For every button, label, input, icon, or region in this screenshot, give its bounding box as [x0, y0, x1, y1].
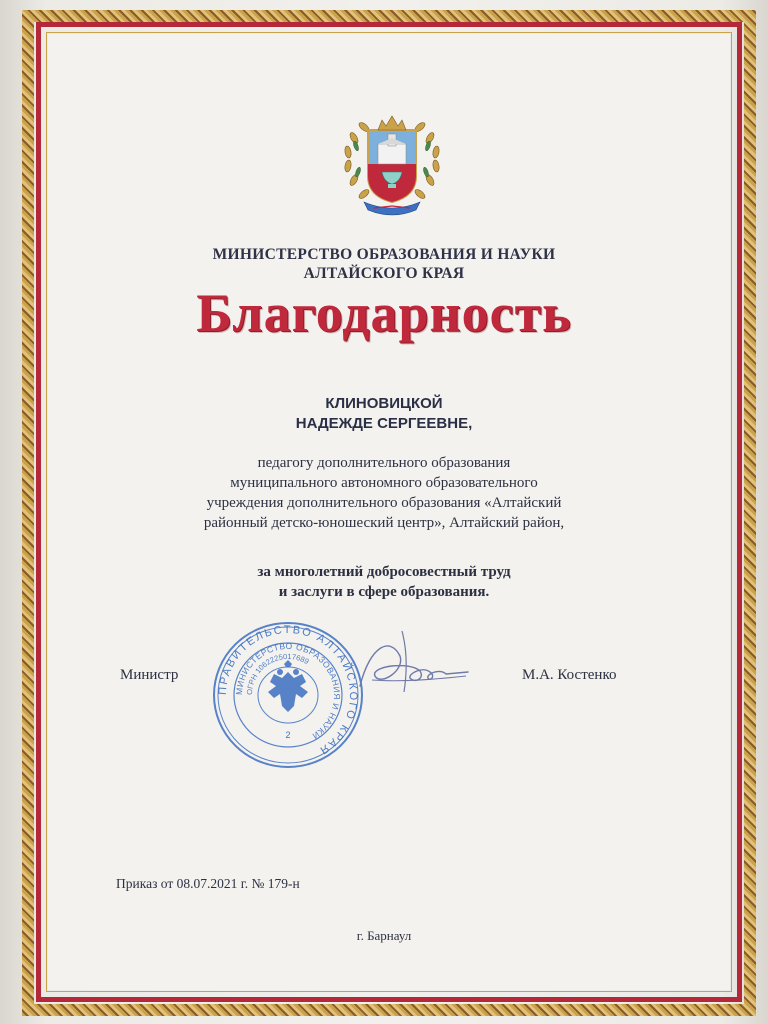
- seal-number: 2: [285, 730, 291, 740]
- reason-line-2: и заслуги в сфере образования.: [278, 584, 490, 600]
- ministry-line-1: МИНИСТЕРСТВО ОБРАЗОВАНИЯ И НАУКИ: [212, 246, 556, 263]
- ministry-header: [0, 245, 768, 283]
- recipient-surname: КЛИНОВИЦКОЙ: [325, 395, 443, 412]
- recipient-name: [0, 394, 768, 434]
- signer-role: Министр: [120, 667, 179, 683]
- position-line-4: районный детско-юношеский центр», Алтайский район,: [203, 515, 565, 531]
- eagle-icon: [268, 660, 308, 712]
- issue-city: г. Барнаул: [356, 928, 412, 943]
- order-reference: Приказ от 08.07.2021 г. № 179-н: [116, 876, 300, 891]
- certificate-title: Благодарность: [196, 283, 572, 343]
- altai-coat-of-arms-icon: [334, 110, 450, 222]
- handwritten-signature: [350, 626, 470, 706]
- award-reason: [0, 562, 768, 602]
- ministry-line-2: АЛТАЙСКОГО КРАЯ: [303, 265, 465, 282]
- position-line-1: педагогу дополнительного образования: [257, 455, 511, 471]
- official-seal-stamp: [204, 620, 372, 770]
- seal-inner-text: МИНИСТЕРСТВО ОБРАЗОВАНИЯ И НАУКИ: [233, 640, 343, 742]
- recipient-position: [0, 453, 768, 533]
- seal-ogrn-text: ОГРН 1062225017689: [244, 651, 311, 696]
- signer-name: М.А. Костенко: [522, 667, 617, 683]
- reason-line-1: за многолетний добросовестный труд: [257, 564, 511, 580]
- recipient-given-names: НАДЕЖДЕ СЕРГЕЕВНЕ,: [295, 415, 473, 432]
- seal-outer-text: ПРАВИТЕЛЬСТВО АЛТАЙСКОГО КРАЯ: [216, 623, 360, 758]
- position-line-2: муниципального автономного образовательного: [230, 475, 538, 491]
- position-line-3: учреждения дополнительного образования «Алтайский: [206, 495, 562, 511]
